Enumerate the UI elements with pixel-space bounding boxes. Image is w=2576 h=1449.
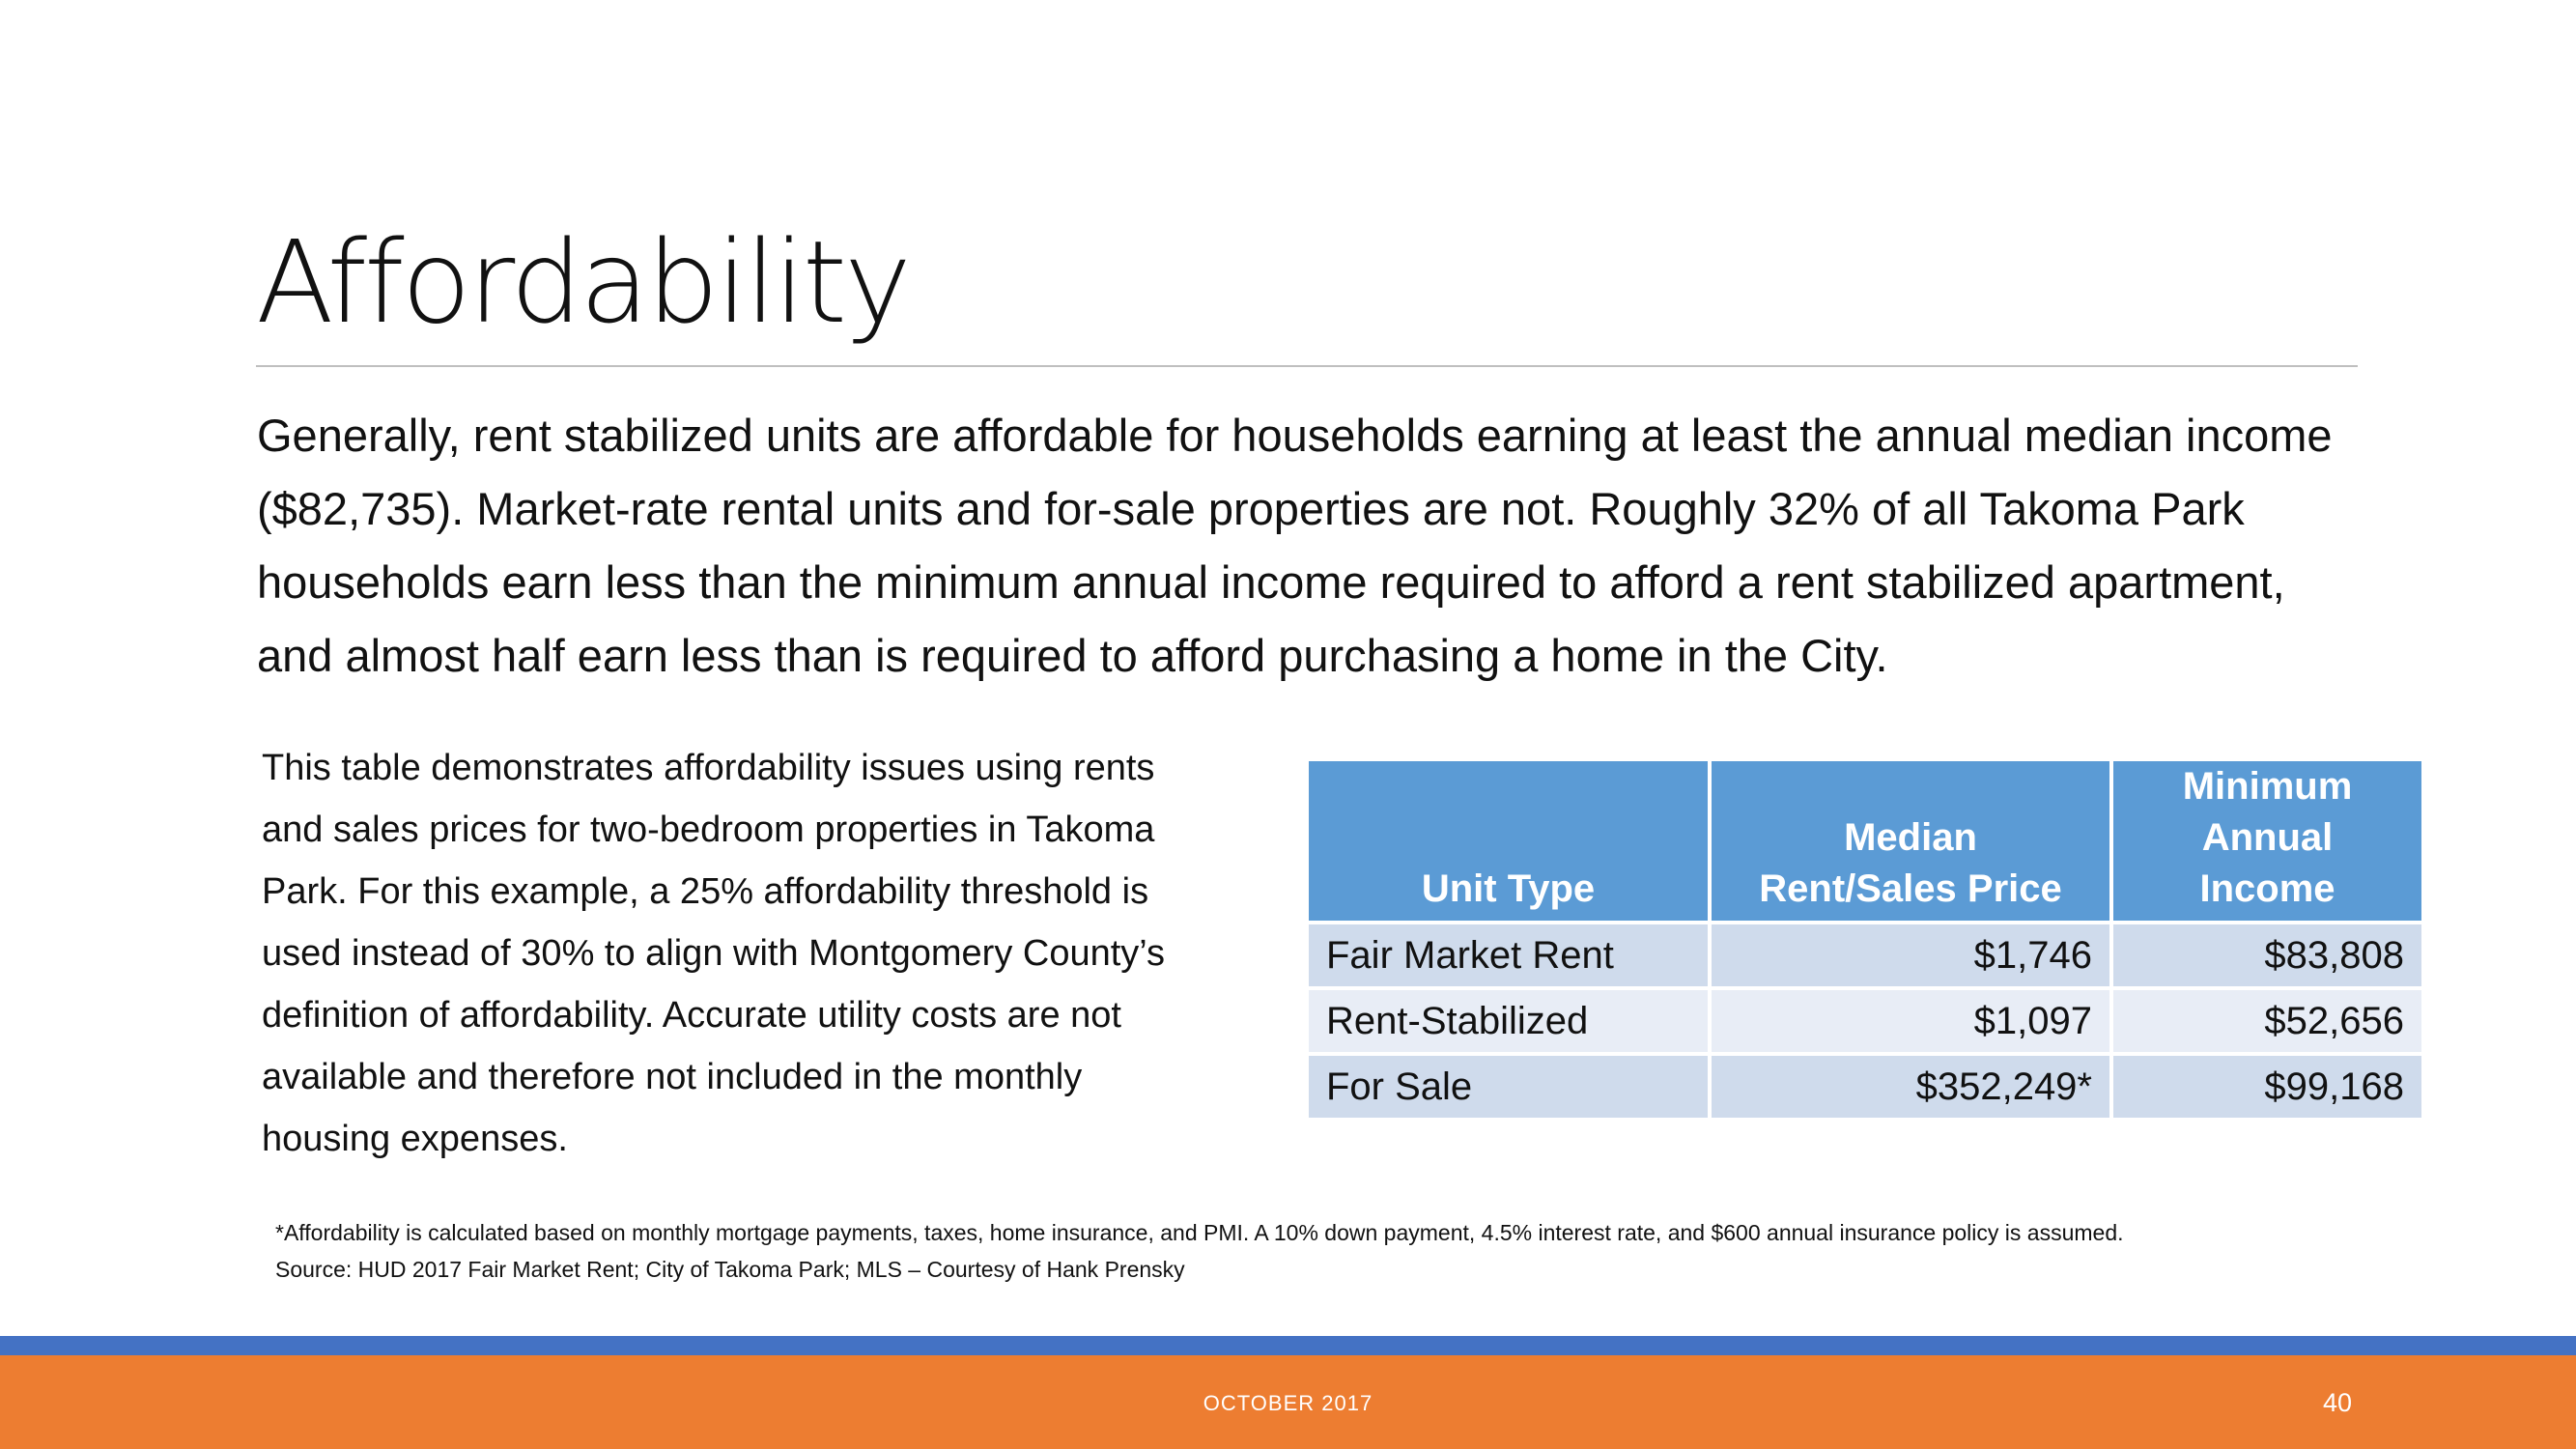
table-row xyxy=(1307,988,2423,1054)
cell-income: $83,808 xyxy=(2111,923,2423,988)
footnote-assumptions: *Affordability is calculated based on monthly mortgage payments, taxes, home insurance, and PMI. A 10% down payment, 4.5% interest rate, and $600 annual insurance policy is assumed. xyxy=(275,1220,2124,1245)
header-unit-type-label: Unit Type xyxy=(1421,867,1596,910)
header-median-price-line1: Median xyxy=(1844,816,1977,859)
cell-unit-type: Rent-Stabilized xyxy=(1307,988,1710,1054)
slide-title: Affordability xyxy=(256,215,909,349)
affordability-table xyxy=(1305,757,2425,1122)
table-header-row xyxy=(1307,759,2423,923)
footnotes xyxy=(275,1214,2497,1288)
cell-unit-type: Fair Market Rent xyxy=(1307,923,1710,988)
header-minimum-income-line1: Minimum xyxy=(2182,765,2353,808)
header-minimum-income xyxy=(2111,759,2423,923)
cell-income: $99,168 xyxy=(2111,1054,2423,1120)
header-median-price-line2: Rent/Sales Price xyxy=(1759,867,2062,910)
cell-price: $352,249* xyxy=(1710,1054,2111,1120)
footer-date: OCTOBER 2017 xyxy=(1203,1391,1373,1415)
cell-unit-type: For Sale xyxy=(1307,1054,1710,1120)
header-minimum-income-line2: Annual Income xyxy=(2199,816,2335,910)
cell-price: $1,746 xyxy=(1710,923,2111,988)
page-number: 40 xyxy=(2322,1388,2353,1417)
header-median-price xyxy=(1710,759,2111,923)
table-row xyxy=(1307,1054,2423,1120)
cell-income: $52,656 xyxy=(2111,988,2423,1054)
table-explanation: This table demonstrates affordability issues using rents and sales prices for two-bedroom properties in Takoma Park. For this example, a 25% affordability threshold is used instead of 30% to align with Montgomery County’s definition of affordability. Accurate utility costs are not available and therefore not included in the monthly housing expenses. xyxy=(262,748,1166,1159)
cell-price: $1,097 xyxy=(1710,988,2111,1054)
lead-paragraph: Generally, rent stabilized units are affordable for households earning at least the annual median income ($82,735). Market-rate rental units and for-sale properties are not. Roughly 32% of all Takoma Park households earn less than the minimum annual income required to afford a rent stabilized apartment, and almost half earn less than is required to afford purchasing a home in the City. xyxy=(257,410,2333,681)
footnote-source: Source: HUD 2017 Fair Market Rent; City of Takoma Park; MLS – Courtesy of Hank Prensky xyxy=(275,1257,1185,1282)
affordability-table-container xyxy=(1305,757,2425,1122)
header-unit-type xyxy=(1307,759,1710,923)
table-row xyxy=(1307,923,2423,988)
title-divider xyxy=(256,365,2358,367)
footer-blue-band xyxy=(0,1336,2576,1355)
